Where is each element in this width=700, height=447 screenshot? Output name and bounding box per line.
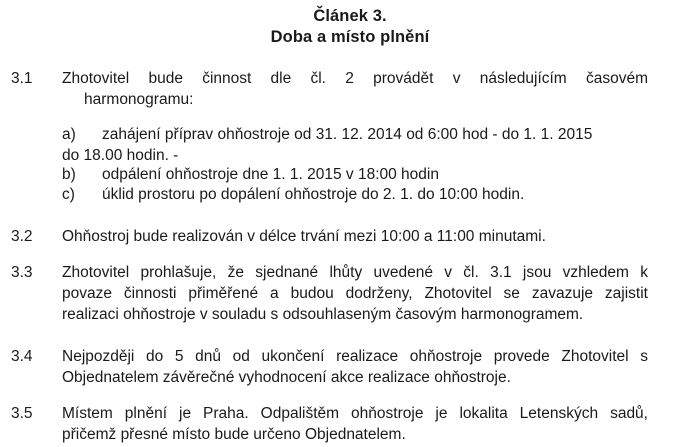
section-line: povaze činnosti přiměřené a budou dodrženy, Zhotovitel se zavazuje zajistit: [62, 285, 648, 302]
article-number-title: Článek 3.: [313, 7, 387, 25]
list-item-text: zahájení příprav ohňostroje od 31. 12. 2014 od 6:00 hod - do 1. 1. 2015: [102, 126, 593, 143]
section-line: Zhotovitel bude činnost dle čl. 2 provádět v následujícím časovém: [62, 70, 648, 87]
section-line: Nejpozději do 5 dnů od ukončení realizace ohňostroje provede Zhotovitel s: [62, 348, 648, 365]
list-item-label: c): [62, 186, 75, 203]
section-line: přičemž přesné místo bude určeno Objednatelem.: [62, 426, 406, 443]
section-number: 3.1: [11, 70, 33, 87]
section-line: Místem plnění je Praha. Odpalištěm ohňostroje je lokalita Letenských sadů,: [62, 405, 648, 422]
section-text: [62, 68, 648, 110]
section-number: 3.4: [11, 348, 33, 365]
section-number: 3.3: [11, 264, 33, 281]
list-item-text: odpálení ohňostroje dne 1. 1. 2015 v 18:00 hodin: [102, 166, 439, 183]
list-item-label: a): [62, 126, 76, 143]
list-item-label: b): [62, 166, 76, 183]
section-line: Ohňostroj bude realizován v délce trvání mezi 10:00 a 11:00 minutami.: [62, 228, 546, 245]
article-title: Doba a místo plnění: [270, 28, 430, 46]
section-line: Objednatelem závěrečné vyhodnocení akce realizace ohňostroje.: [62, 369, 511, 386]
list-item-text-continued: do 18.00 hodin. -: [62, 147, 179, 164]
section-line: Zhotovitel prohlašuje, že sjednané lhůty uvedené v čl. 3.1 jsou vzhledem k: [62, 264, 648, 281]
section-number: 3.5: [11, 405, 33, 422]
section-line: harmonogramu:: [84, 91, 194, 108]
section-line: realizaci ohňostroje v souladu s odsouhlaseným časovým harmonogramem.: [62, 306, 584, 323]
list-item-text: úklid prostoru po dopálení ohňostroje do 2. 1. do 10:00 hodin.: [102, 186, 525, 203]
section-number: 3.2: [11, 228, 33, 245]
